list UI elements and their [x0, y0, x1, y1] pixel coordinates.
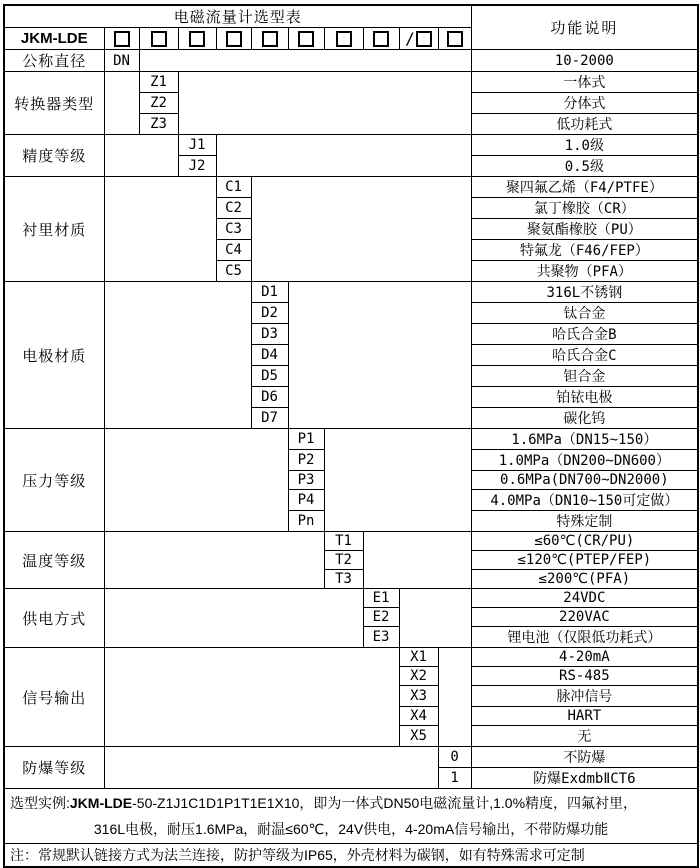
desc-cell-E2: 220VAC — [471, 608, 698, 627]
checkbox-icon[interactable] — [262, 31, 278, 47]
code-cell-D2: D2 — [251, 303, 288, 324]
desc-cell-T2: ≤120℃(PTEP/FEP) — [471, 551, 698, 570]
checkbox-icon[interactable] — [114, 31, 130, 47]
example-model-bold: JKM-LDE — [69, 795, 133, 811]
code-cell-E3: E3 — [363, 627, 399, 648]
code-cell-P3: P3 — [288, 471, 324, 490]
code-cell-0: 0 — [438, 747, 471, 768]
table-row — [4, 648, 698, 667]
code-cell-J2: J2 — [178, 156, 216, 177]
desc-cell-C1: 聚四氟乙烯（F4/PTFE） — [471, 177, 698, 198]
desc-cell-P3: 0.6MPa(DN700~DN2000) — [471, 471, 698, 490]
spacer-left-signal-output — [104, 648, 399, 747]
code-cell-P1: P1 — [288, 429, 324, 450]
spacer-left-power-supply — [104, 589, 363, 648]
desc-cell-J1: 1.0级 — [471, 135, 698, 156]
desc-cell-Pn: 特殊定制 — [471, 511, 698, 532]
desc-cell-T3: ≤200℃(PFA) — [471, 570, 698, 589]
checkbox-icon[interactable] — [336, 31, 352, 47]
spacer-left-explosion-proof — [104, 747, 438, 789]
desc-cell-P2: 1.0MPa（DN200~DN600） — [471, 450, 698, 471]
desc-cell-D5: 钽合金 — [471, 366, 698, 387]
code-cell-X3: X3 — [399, 686, 438, 707]
desc-cell-Z2: 分体式 — [471, 93, 698, 114]
desc-cell-D6: 铂铱电极 — [471, 387, 698, 408]
code-cell-D4: D4 — [251, 345, 288, 366]
code-cell-E1: E1 — [363, 589, 399, 608]
code-cell-C2: C2 — [216, 198, 251, 219]
spacer-right-pressure-rating — [324, 429, 471, 532]
desc-cell-E1: 24VDC — [471, 589, 698, 608]
spacer-right-temperature-rating — [363, 532, 471, 589]
code-cell-Pn: Pn — [288, 511, 324, 532]
spacer-right-dn — [139, 50, 471, 72]
code-cell-D1: D1 — [251, 282, 288, 303]
desc-cell-P4: 4.0MPa（DN10~150可定做） — [471, 490, 698, 511]
spacer-right-converter-type — [178, 72, 471, 135]
table-row — [4, 50, 698, 72]
desc-cell-0: 不防爆 — [471, 747, 698, 768]
desc-cell-Z3: 低功耗式 — [471, 114, 698, 135]
model-checkbox-cell-3[interactable] — [178, 28, 216, 50]
selection-table — [3, 4, 699, 868]
checkbox-icon[interactable] — [189, 31, 205, 47]
spacer-left-accuracy-class — [104, 135, 178, 177]
model-checkbox-cell-1[interactable] — [104, 28, 139, 50]
checkbox-icon[interactable] — [447, 31, 463, 47]
code-cell-J1: J1 — [178, 135, 216, 156]
model-checkbox-cell-9[interactable] — [399, 28, 438, 50]
spacer-right-signal-output — [438, 648, 471, 747]
desc-cell-1: 防爆ExdmbⅡCT6 — [471, 768, 698, 789]
desc-cell-D7: 碳化钨 — [471, 408, 698, 429]
table-row — [4, 282, 698, 303]
model-checkbox-cell-5[interactable] — [251, 28, 288, 50]
code-cell-Z3: Z3 — [139, 114, 178, 135]
code-cell-X2: X2 — [399, 667, 438, 686]
table-row — [4, 72, 698, 93]
spacer-left-electrode-material — [104, 282, 251, 429]
code-cell-T3: T3 — [324, 570, 363, 589]
desc-cell-D2: 钛合金 — [471, 303, 698, 324]
function-description-header: 功能说明 — [471, 5, 698, 50]
desc-cell-C4: 特氟龙（F46/FEP） — [471, 240, 698, 261]
code-cell-D5: D5 — [251, 366, 288, 387]
section-label-dn: 公称直径 — [4, 50, 104, 72]
table-row — [4, 589, 698, 608]
checkbox-icon[interactable] — [151, 31, 167, 47]
section-label-lining-material: 衬里材质 — [4, 177, 104, 282]
code-cell-C5: C5 — [216, 261, 251, 282]
model-checkbox-cell-7[interactable] — [324, 28, 363, 50]
desc-cell-C2: 氯丁橡胶（CR） — [471, 198, 698, 219]
code-cell-T2: T2 — [324, 551, 363, 570]
code-cell-E2: E2 — [363, 608, 399, 627]
code-cell-P4: P4 — [288, 490, 324, 511]
spacer-left-lining-material — [104, 177, 216, 282]
code-cell-Z1: Z1 — [139, 72, 178, 93]
selection-example — [4, 789, 698, 844]
desc-cell-C3: 聚氨酯橡胶（PU） — [471, 219, 698, 240]
table-row — [4, 747, 698, 768]
spacer-left-converter-type — [104, 72, 139, 135]
desc-cell-D1: 316L不锈钢 — [471, 282, 698, 303]
selection-example-line2: 316L电极，耐压1.6MPa，耐温≤60℃，24V供电，4-20mA信号输出，不带防爆功能 — [93, 821, 609, 837]
note-text: 注：常规默认链接方式为法兰连接，防护等级为IP65，外壳材料为碳钢，如有特殊需求可定制 — [4, 844, 698, 867]
slash-separator: / — [405, 29, 415, 48]
desc-cell-X3: 脉冲信号 — [471, 686, 698, 707]
section-label-accuracy-class: 精度等级 — [4, 135, 104, 177]
model-checkbox-cell-6[interactable] — [288, 28, 324, 50]
desc-cell-D4: 哈氏合金C — [471, 345, 698, 366]
code-cell-T1: T1 — [324, 532, 363, 551]
table-row — [4, 177, 698, 198]
model-checkbox-cell-8[interactable] — [363, 28, 399, 50]
code-cell-X1: X1 — [399, 648, 438, 667]
desc-cell-DN: 10-2000 — [471, 50, 698, 72]
desc-cell-J2: 0.5级 — [471, 156, 698, 177]
desc-cell-C5: 共聚物（PFA） — [471, 261, 698, 282]
table-row — [4, 429, 698, 450]
desc-cell-D3: 哈氏合金B — [471, 324, 698, 345]
spacer-right-electrode-material — [288, 282, 471, 429]
selection-example-line1 — [5, 790, 697, 816]
desc-cell-E3: 锂电池（仅限低功耗式） — [471, 627, 698, 648]
checkbox-icon[interactable] — [298, 31, 314, 47]
model-checkbox-cell-10[interactable] — [438, 28, 471, 50]
checkbox-icon[interactable] — [373, 31, 389, 47]
code-cell-X4: X4 — [399, 707, 438, 726]
code-cell-D3: D3 — [251, 324, 288, 345]
checkbox-icon[interactable] — [226, 31, 242, 47]
page-title: 电磁流量计选型表 — [4, 5, 471, 28]
spacer-right-power-supply — [399, 589, 471, 648]
code-cell-C3: C3 — [216, 219, 251, 240]
section-label-explosion-proof: 防爆等级 — [4, 747, 104, 789]
checkbox-icon[interactable] — [416, 31, 432, 47]
code-cell-Z2: Z2 — [139, 93, 178, 114]
desc-cell-X1: 4-20mA — [471, 648, 698, 667]
example-label: 选型实例: — [10, 795, 70, 811]
desc-cell-T1: ≤60℃(CR/PU) — [471, 532, 698, 551]
example-line1-text: -50-Z1J1C1D1P1T1E1X10，即为一体式DN50电磁流量计,1.0%精度，四氟衬里， — [132, 795, 638, 811]
spacer-right-accuracy-class — [216, 135, 471, 177]
model-checkbox-cell-4[interactable] — [216, 28, 251, 50]
section-label-power-supply: 供电方式 — [4, 589, 104, 648]
spacer-left-pressure-rating — [104, 429, 288, 532]
code-cell-DN: DN — [104, 50, 139, 72]
section-label-electrode-material: 电极材质 — [4, 282, 104, 429]
section-label-temperature-rating: 温度等级 — [4, 532, 104, 589]
code-cell-X5: X5 — [399, 726, 438, 747]
code-cell-D6: D6 — [251, 387, 288, 408]
table-body — [4, 5, 698, 867]
code-cell-1: 1 — [438, 768, 471, 789]
table-row — [4, 532, 698, 551]
desc-cell-Z1: 一体式 — [471, 72, 698, 93]
spacer-right-lining-material — [251, 177, 471, 282]
model-checkbox-cell-2[interactable] — [139, 28, 178, 50]
desc-cell-X4: HART — [471, 707, 698, 726]
table-row — [4, 135, 698, 156]
code-cell-D7: D7 — [251, 408, 288, 429]
code-cell-C1: C1 — [216, 177, 251, 198]
code-cell-P2: P2 — [288, 450, 324, 471]
desc-cell-X5: 无 — [471, 726, 698, 747]
model-name: JKM-LDE — [4, 28, 104, 50]
code-cell-C4: C4 — [216, 240, 251, 261]
desc-cell-P1: 1.6MPa（DN15~150） — [471, 429, 698, 450]
section-label-pressure-rating: 压力等级 — [4, 429, 104, 532]
section-label-signal-output: 信号输出 — [4, 648, 104, 747]
section-label-converter-type: 转换器类型 — [4, 72, 104, 135]
spacer-left-temperature-rating — [104, 532, 324, 589]
desc-cell-X2: RS-485 — [471, 667, 698, 686]
